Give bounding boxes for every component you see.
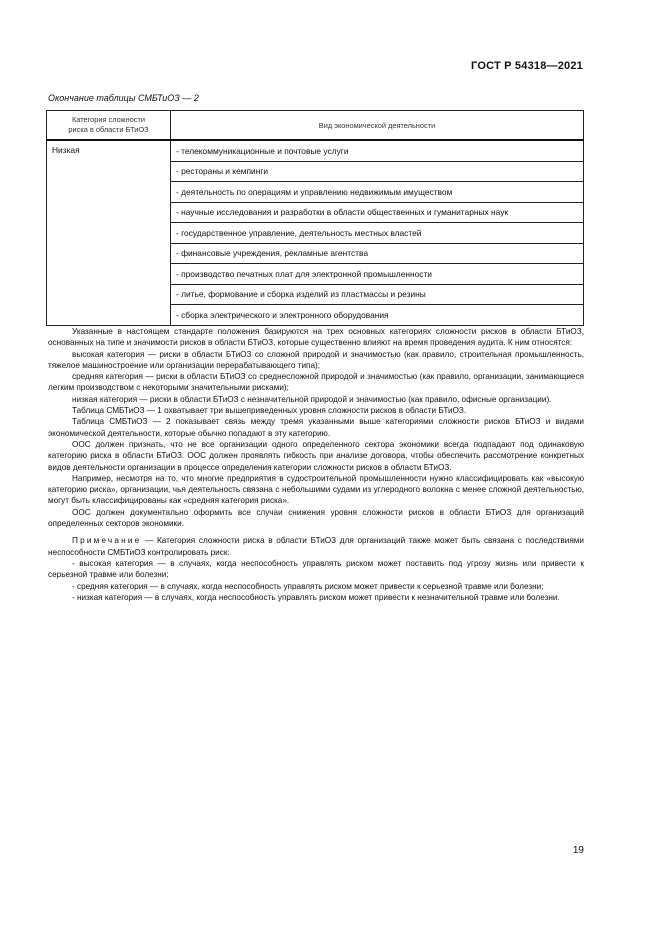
col-header-activity: Вид экономической деятельности: [171, 111, 584, 141]
paragraph: высокая категория — риски в области БТиОЗ со сложной природой и значимостью (как правило, строительная промышленность, тяжелое машиностроение или организации перерабатывающего типа);: [48, 349, 584, 370]
activity-cell: - деятельность по операциям и управлению недвижимым имуществом: [171, 182, 584, 203]
activity-cell: - финансовые учреждения, рекламные агентства: [171, 243, 584, 264]
paragraph: Таблица СМБТиОЗ — 1 охватывает три вышеприведенных уровня сложности рисков в области БТиОЗ.: [72, 406, 467, 416]
paragraph: Например, несмотря на то, что многие предприятия в судостроительной промышленности нужно классифицировать как «высокую категорию риска», организации, чья деятельность связана с небольшими судами из углеродного волокна с менее сложной деятельностью, могут быть классифицированы как «средняя категория риска».: [48, 473, 584, 506]
col-header-category-line2: риска в области БТиОЗ: [68, 125, 149, 134]
standard-number: ГОСТ Р 54318—2021: [471, 60, 583, 72]
table-header-row: [47, 111, 584, 141]
paragraph: низкая категория — риски в области БТиОЗ с незначительной природой и значимостью (как правило, офисные организации).: [72, 394, 552, 404]
activity-cell: - рестораны и кемпинги: [171, 161, 584, 182]
activity-cell: - производство печатных плат для электронной промышленности: [171, 264, 584, 285]
activity-cell: - государственное управление, деятельность местных властей: [171, 223, 584, 244]
paragraph: Таблица СМБТиОЗ — 2 показывает связь между тремя указанными выше категориями сложности рисков БТиОЗ и видами экономической деятельности, которые обычно попадают в эту категорию.: [48, 417, 584, 438]
note: [48, 535, 584, 558]
activity-cell: - литье, формование и сборка изделий из пластмассы и резины: [171, 284, 584, 305]
note-item: - низкая категория — в случаях, когда неспособность управлять риском может привести к незначительной травме или болезни.: [72, 592, 560, 602]
note-label: Примечание: [72, 536, 142, 546]
activity-cell: - телекоммуникационные и почтовые услуги: [171, 140, 584, 161]
activity-cell: - научные исследования и разработки в области общественных и гуманитарных наук: [171, 202, 584, 223]
table-row: [47, 140, 584, 161]
paragraph: ООС должен документально оформить все случаи снижения уровня сложности рисков в области БТиОЗ для организаций определенных секторов экономики.: [48, 507, 584, 529]
body-text: [48, 326, 584, 603]
paragraph: ООС должен признать, что не все организации одного определенного сектора экономики всегда подпадают под одинаковую категорию риска в области БТиОЗ. ООС должен проявлять гибкость при анализе договора, чтобы обеспечить рассмотрение конкретных видов деятельности организации в процессе определения категории сложности рисков в области БТиОЗ.: [48, 439, 584, 472]
activity-cell: - сборка электрического и электронного оборудования: [171, 305, 584, 326]
category-cell: Низкая: [47, 140, 171, 325]
note-item: - высокая категория — в случаях, когда неспособность управлять риском может поставить под угрозу жизнь или привести к серьезной травме или болезни;: [48, 558, 584, 580]
table-caption: Окончание таблицы СМБТиОЗ — 2: [48, 93, 199, 103]
paragraph: средняя категория — риски в области БТиОЗ со среднесложной природой и значимостью (как правило, организации, занимающиеся легким производством с некоторыми значительными рисками);: [48, 372, 584, 393]
col-header-category-line1: Категория сложности: [71, 115, 146, 124]
page-number: 19: [572, 845, 584, 856]
col-header-category: [47, 111, 171, 141]
note-text: — Категория сложности риска в области БТиОЗ для организаций также может быть связана с последствиями неспособности СМБТиОЗ контролировать риск:: [48, 536, 584, 557]
note-item: - средняя категория — в случаях, когда неспособность управлять риском может привести к серьезной травме или болезни;: [72, 581, 544, 591]
activity-table: [46, 110, 584, 326]
paragraph: Указанные в настоящем стандарте положения базируются на трех основных категориях сложности рисков в области БТиОЗ, основанных на типе и значимости рисков в области БТиОЗ, которые существенно влияют на время проведения аудита. К ним относятся:: [48, 327, 584, 348]
